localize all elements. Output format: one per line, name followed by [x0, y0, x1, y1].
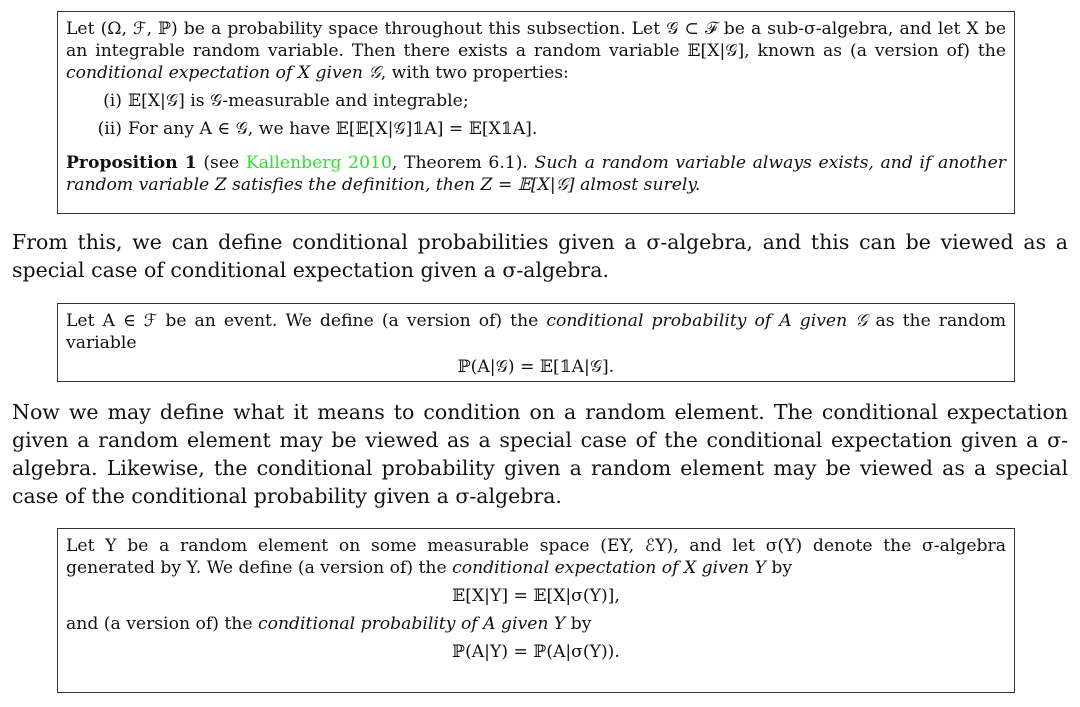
definition-intro: Let Y be a random element on some measurable space (EY, ℰY), and let σ(Y) denote the σ-algebra generated by Y. We define (a version of) the	[66, 536, 1006, 578]
proposition-statement: Such a random variable always exists, and if another random variable Z satisfies the definition, then Z = 𝔼[X|𝒢] almost surely.	[66, 153, 1006, 195]
proposition	[66, 152, 1006, 196]
citation-open: (see	[196, 153, 246, 173]
definition-box-random-element	[57, 528, 1015, 693]
property-label: (ii)	[97, 119, 122, 139]
property-text: 𝔼[X|𝒢] is 𝒢-measurable and integrable;	[128, 91, 469, 111]
citation-rest: , Theorem 6.1).	[391, 153, 528, 173]
body-paragraph-2: Now we may define what it means to condition on a random element. The conditional expectation given a random element may be viewed as a special case of the conditional expectation given a σ-algebra. Likewise, the conditional probability given a random element may be viewed as a special case of the conditional probability given a σ-algebra.	[12, 400, 1068, 508]
equation: ℙ(A|Y) = ℙ(A|σ(Y)).	[452, 642, 620, 662]
property-text: For any A ∈ 𝒢, we have 𝔼[𝔼[X|𝒢]𝟙A] = 𝔼[X𝟙A].	[128, 119, 538, 139]
property-label: (i)	[103, 91, 122, 111]
definition-by: by	[771, 558, 793, 578]
definition-emphasis: conditional probability of A given Y	[258, 614, 566, 634]
definition-intro: Let A ∈ ℱ be an event. We define (a version of) the	[66, 311, 539, 331]
definition-text-2	[66, 613, 1006, 635]
body-paragraph-1: From this, we can define conditional probabilities given a σ-algebra, and this can be viewed as a special case of conditional expectation given a σ-algebra.	[12, 230, 1068, 282]
definition-emphasis: conditional expectation of X given Y	[452, 558, 766, 578]
definition-emphasis: conditional expectation of X given 𝒢	[66, 63, 381, 83]
definition-emphasis: conditional probability of A given 𝒢	[546, 311, 868, 331]
definition-intro-end: as the random variable	[66, 311, 1006, 353]
proposition-title: Proposition 1	[66, 153, 197, 173]
definition-intro-end: , with two properties:	[380, 63, 569, 83]
equation: ℙ(A|𝒢) = 𝔼[𝟙A|𝒢].	[457, 357, 615, 377]
definition-and: and (a version of) the	[66, 614, 253, 634]
equation: 𝔼[X|Y] = 𝔼[X|σ(Y)],	[452, 586, 620, 606]
citation-link[interactable]: Kallenberg 2010	[245, 153, 392, 173]
definition-text	[66, 310, 1006, 354]
property-item-2	[66, 118, 1006, 140]
definition-text	[66, 18, 1006, 84]
definition-by: by	[570, 614, 592, 634]
definition-intro: Let (Ω, ℱ, ℙ) be a probability space throughout this subsection. Let 𝒢 ⊂ ℱ be a sub-σ-algebra, and let X be an integrable random variable. Then there exists a random variable 𝔼[X|𝒢], known as (a version of) the	[66, 19, 1006, 61]
definition-box-conditional-probability	[57, 303, 1015, 382]
definition-box-conditional-expectation	[57, 11, 1015, 214]
property-item-1	[66, 90, 1006, 112]
definition-text	[66, 535, 1006, 579]
